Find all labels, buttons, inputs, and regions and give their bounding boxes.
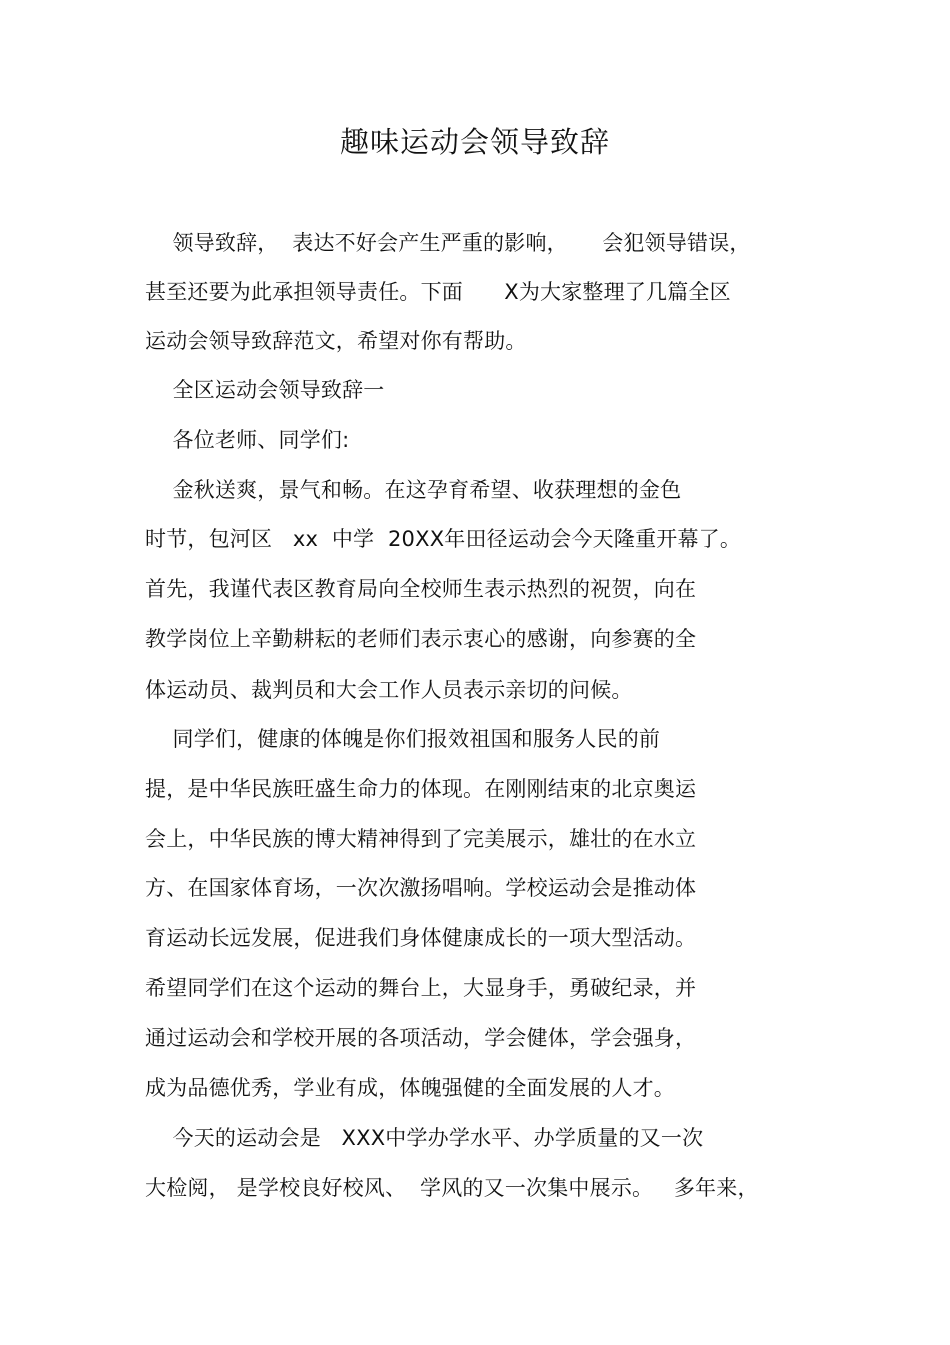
body-line: 大检阅， 是学校良好校风、 学风的又一次集中展示。 多年来，: [145, 1176, 759, 1200]
body-line: 运动会领导致辞范文，希望对你有帮助。: [145, 329, 527, 353]
body-line: 体运动员、裁判员和大会工作人员表示亲切的问候。: [145, 678, 633, 702]
body-line: 教学岗位上辛勤耕耘的老师们表示衷心的感谢，向参赛的全: [145, 627, 697, 651]
body-line: 成为品德优秀，学业有成，体魄强健的全面发展的人才。: [145, 1076, 675, 1100]
body-line: 育运动长远发展，促进我们身体健康成长的一项大型活动。: [145, 926, 697, 950]
document-title: 趣味运动会领导致辞: [339, 125, 610, 159]
body-line: 通过运动会和学校开展的各项活动，学会健体，学会强身，: [145, 1026, 697, 1050]
body-line: 希望同学们在这个运动的舞台上，大显身手，勇破纪录，并: [145, 976, 697, 1000]
body-line: 甚至还要为此承担领导责任。下面 X为大家整理了几篇全区: [145, 280, 731, 304]
body-line: 领导致辞， 表达不好会产生严重的影响， 会犯领导错误，: [145, 231, 751, 255]
body-line: 首先，我谨代表区教育局向全校师生表示热烈的祝贺，向在: [145, 577, 697, 601]
body-line: 今天的运动会是 XXX中学办学水平、办学质量的又一次: [145, 1126, 704, 1150]
body-line: 会上，中华民族的博大精神得到了完美展示，雄壮的在水立: [145, 827, 697, 851]
salutation: 各位老师、同学们:: [145, 428, 350, 452]
body-line: 金秋送爽，景气和畅。在这孕育希望、收获理想的金色: [145, 478, 682, 502]
body-line: 提，是中华民族旺盛生命力的体现。在刚刚结束的北京奥运: [145, 777, 697, 801]
section-heading: 全区运动会领导致辞一: [145, 378, 385, 402]
body-line: 同学们，健康的体魄是你们报效祖国和服务人民的前: [145, 727, 661, 751]
body-line: 时节，包河区 xx 中学 20XX年田径运动会今天隆重开幕了。: [145, 527, 742, 551]
body-line: 方、在国家体育场，一次次激扬唱响。学校运动会是推动体: [145, 876, 697, 900]
